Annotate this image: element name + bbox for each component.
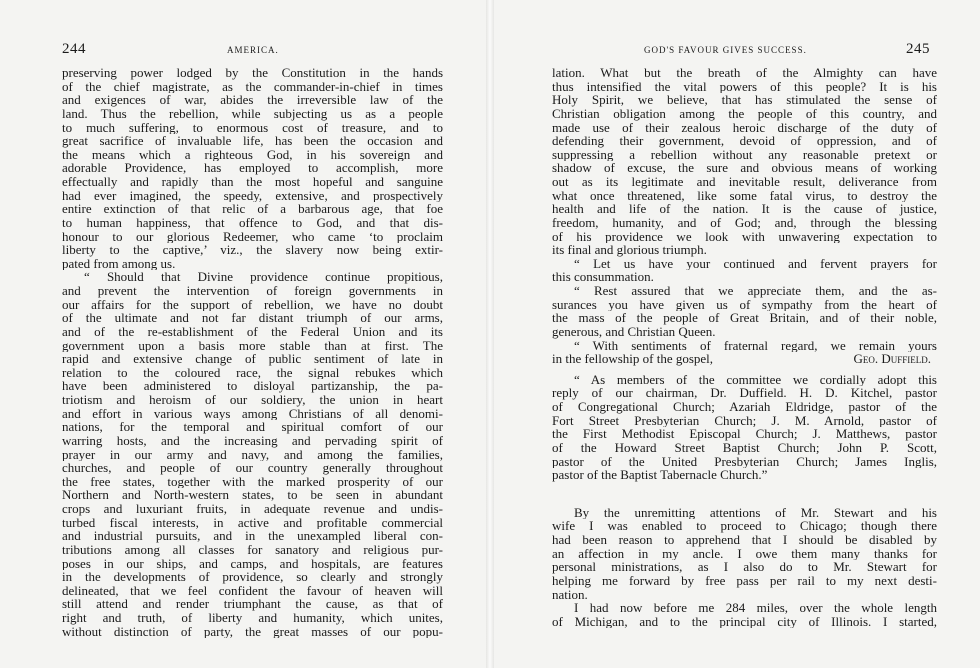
text-line: the mass of the people of Great Britain, and of their noble,: [552, 311, 937, 325]
right-page: [490, 0, 980, 668]
text-line: reply of our chairman, Dr. Duffield. H. D. Kitchel, pastor: [552, 386, 937, 400]
text-line: great sacrifice of invaluable life, has been the occasion and: [62, 134, 443, 148]
text-line: poses in our ships, and camps, and hospitals, are features: [62, 556, 443, 571]
text-line: adorable Providence, has employed to accomplish, more: [62, 161, 443, 175]
text-line: delineated, that we feel confident the favour of heaven will: [62, 583, 443, 598]
text-line: to much suffering, to enormous cost of treasure, and to: [62, 120, 443, 135]
right-page-body: [552, 66, 937, 628]
text-line: nation.: [552, 587, 588, 602]
text-line: preserving power lodged by the Constitution in the hands: [62, 66, 443, 80]
left-page-body: [62, 66, 443, 638]
text-line: of his providence we look with unwavering expectation to: [552, 229, 937, 244]
text-line: government upon a basis more stable than at first. The: [62, 338, 443, 353]
text-line: Fort Street Presbyterian Church; J. M. Arnold, pastor of: [552, 413, 937, 428]
right-page-header: [554, 41, 930, 59]
text-line: land. Thus the rebellion, while subjecting us as a people: [62, 106, 443, 121]
text-line: the means which a righteous God, in his sovereign and: [62, 147, 443, 162]
signature-line: [552, 352, 937, 366]
text-line: surances you have given us of sympathy from the heart of: [552, 297, 937, 312]
text-line: relation to the coloured race, the signal rebukes which: [62, 365, 443, 380]
text-line: pastor of the United Presbyterian Church; James Inglis,: [552, 454, 937, 469]
text-line: the First Methodist Episcopal Church; J. Matthews, pastor: [552, 427, 937, 441]
text-line: of Congregational Church; Azariah Eldridge, pastor of the: [552, 400, 937, 414]
text-line: the free states, together with the marked prosperity of our: [62, 474, 443, 489]
text-line: of the ultimate and not far distant triumph of our arms,: [62, 311, 443, 325]
text-line: “ Rest assured that we appreciate them, and the as-: [574, 284, 937, 298]
text-line: tributions among all classes for sanatory and religious pur-: [62, 542, 443, 557]
text-line: wife I was enabled to proceed to Chicago; though there: [552, 519, 937, 533]
page-number: 244: [62, 41, 86, 57]
running-title: GOD'S FAVOUR GIVES SUCCESS.: [644, 45, 807, 55]
text-line: still attend and render triumphant the cause, as that of: [62, 597, 443, 611]
text-line: to human happiness, that offence to God, and that dis-: [62, 215, 443, 230]
text-line: I had now before me 284 miles, over the whole length: [574, 601, 937, 615]
text-line: right and truth, of liberty and humanity, which unites,: [62, 611, 443, 625]
text-line: of the chief magistrate, as the commander-in-chief in times: [62, 79, 443, 94]
text-line: pated from among us.: [62, 256, 176, 271]
left-page-header: [62, 41, 440, 59]
signatory-name: Geo. Duffield.: [853, 352, 931, 366]
text-line: effectually and rapidly than the most hopeful and sanguine: [62, 175, 443, 189]
text-line: By the unremitting attentions of Mr. Stewart and his: [574, 505, 937, 520]
text-line: pastor of the Baptist Tabernacle Church.”: [552, 468, 768, 482]
text-line: of the Howard Street Baptist Church; John P. Scott,: [552, 440, 937, 455]
text-line: and effort in various ways among Christians of all denomi-: [62, 406, 443, 421]
text-line: made use of their zealous heroic discharge of the duty of: [552, 120, 937, 135]
text-line: thus intensified the vital powers of this people? It is his: [552, 79, 937, 94]
closing-phrase: in the fellowship of the gospel,: [552, 352, 714, 366]
text-line: out as its legitimate and inevitable result, deliverance from: [552, 175, 937, 189]
text-line: honour to our glorious Redeemer, who came ‘to proclaim: [62, 229, 443, 244]
text-line: “ Let us have your continued and fervent prayers for: [574, 256, 937, 271]
text-line: this consummation.: [552, 270, 654, 284]
text-line: prayer in our army and navy, and among the families,: [62, 447, 443, 462]
page-number: 245: [906, 41, 930, 57]
text-line: entire extinction of that relic of a barbarous age, that foe: [62, 202, 443, 216]
text-line: “ Should that Divine providence continue propitious,: [84, 270, 443, 284]
text-line: freedom, humanity, and of God; and, through the blessing: [552, 215, 937, 230]
text-line: “ As members of the committee we cordially adopt this: [574, 372, 937, 387]
text-line: Christian obligation among the people of this country, and: [552, 106, 937, 121]
text-line: an affection in my ancle. I owe them many thanks for: [552, 546, 937, 561]
text-line: what once threatened, like some fatal virus, to destroy the: [552, 188, 937, 203]
text-line: and industrial pursuits, and in the unexampled liberal con-: [62, 529, 443, 543]
text-line: lation. What but the breath of the Almighty can have: [552, 66, 937, 80]
text-line: in the developments of providence, so clearly and strongly: [62, 570, 443, 584]
text-line: liberty to the captive,’ viz., the slavery now being extir-: [62, 243, 443, 257]
text-line: crops and luxuriant fruits, in adequate revenue and undis-: [62, 502, 443, 516]
text-line: helping me forward by free pass per rail to my next desti-: [552, 573, 937, 588]
text-line: and of the re-establishment of the Federal Union and its: [62, 324, 443, 339]
text-line: our affairs for the support of rebellion, we have no doubt: [62, 297, 443, 312]
text-line: have been administered to disloyal partizanship, the pa-: [62, 379, 443, 393]
text-line: had ever imagined, the speedy, extensive, and prospectively: [62, 188, 443, 203]
text-line: Holy Spirit, we believe, that has stimulated the sense of: [552, 93, 937, 107]
text-line: warring hosts, and the increasing and pervading spirit of: [62, 433, 443, 448]
text-line: had been reason to apprehend that I should be disabled by: [552, 533, 937, 547]
text-line: rapid and extensive change of public sentiment of late in: [62, 352, 443, 366]
text-line: shadow of excuse, the sure and obvious means of working: [552, 161, 937, 175]
text-line: triotism and heroism of our soldiery, the union in heart: [62, 393, 443, 407]
text-line: of Michigan, and to the principal city of Illinois. I started,: [552, 614, 937, 629]
text-line: and prevent the intervention of foreign governments in: [62, 284, 443, 298]
text-line: its final and glorious triumph.: [552, 243, 707, 257]
text-line: “ With sentiments of fraternal regard, we remain yours: [574, 338, 937, 353]
text-line: nations, for the temporal and spiritual comfort of our: [62, 420, 443, 434]
text-line: Northern and North-western states, to be seen in abundant: [62, 488, 443, 502]
text-line: churches, and people of our country generally throughout: [62, 461, 443, 475]
text-line: and exigences of war, abides the irreversible law of the: [62, 93, 443, 107]
running-title: AMERICA.: [227, 45, 279, 55]
text-line: health and life of the nation. It is the cause of justice,: [552, 202, 937, 216]
text-line: personal ministrations, as I also do to Mr. Stewart for: [552, 560, 937, 574]
text-line: generous, and Christian Queen.: [552, 324, 716, 339]
text-line: without distinction of party, the great masses of our popu-: [62, 624, 443, 639]
text-line: turbed fiscal interests, in active and profitable commercial: [62, 515, 443, 530]
text-line: suppressing a rebellion without any reasonable pretext or: [552, 147, 937, 162]
text-line: defending their government, devoid of oppression, and of: [552, 134, 937, 148]
